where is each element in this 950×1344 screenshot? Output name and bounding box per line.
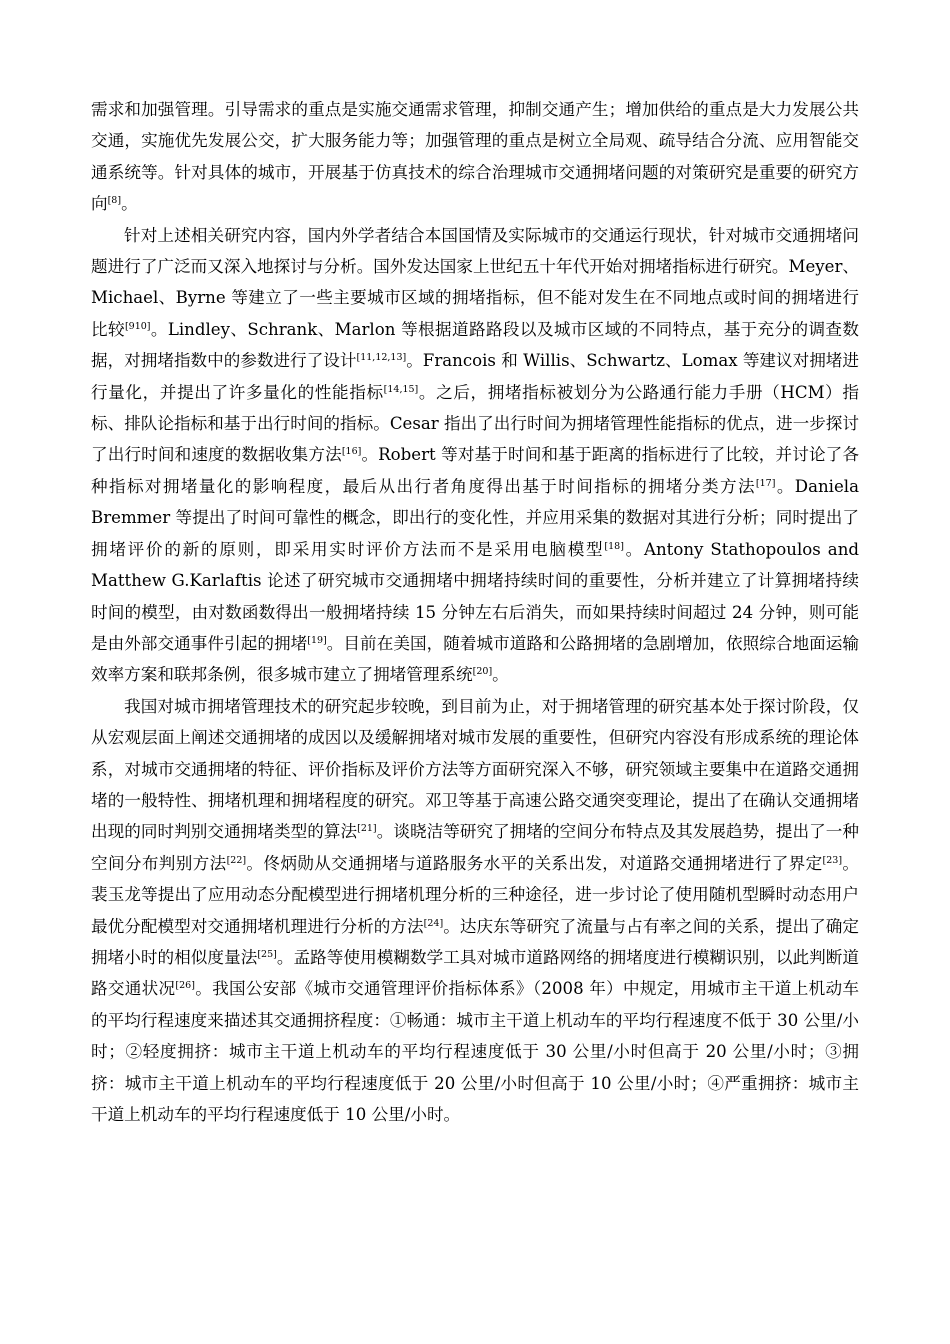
- citation-reference: [14,15]: [383, 383, 419, 395]
- paragraph-text: 。裴玉龙等提出了应用动态分配模型进行拥堵机理分析的三种途径，进一步讨论了使用随机型瞬时动态用户最优分配模型对交通拥堵机理进行分析的方法: [91, 853, 860, 936]
- paragraph: [91, 94, 859, 220]
- paragraph-text: 。孟路等使用模糊数学工具对城市道路网络的拥堵度进行模糊识别，以此判断道路交通状况: [91, 947, 860, 999]
- citation-reference: [18]: [604, 540, 624, 552]
- citation-reference: [17]: [755, 477, 776, 489]
- paragraph-text: 。Lindley、Schrank、Marlon 等根据道路路段以及城市区域的不同特点，基于充分的调查数据，对拥堵指数中的参数进行了设计: [91, 319, 859, 371]
- paragraph-text: 。: [492, 665, 509, 685]
- citation-reference: [16]: [341, 446, 362, 458]
- paragraph-text: 。Francois 和 Willis、Schwartz、Lomax 等建议对拥堵进行量化，并提出了许多量化的性能指标: [91, 351, 859, 402]
- paragraph-text: 。目前在美国，随着城市道路和公路拥堵的急剧增加，依照综合地面运输效率方案和联邦条例，很多城市建立了拥堵管理系统: [91, 633, 860, 685]
- citation-reference: [910]: [124, 320, 151, 332]
- paragraph-text: 。佟炳勋从交通拥堵与道路服务水平的关系出发，对道路交通拥堵进行了界定: [246, 853, 823, 873]
- citation-reference: [26]: [175, 980, 195, 992]
- paragraph-text: 针对上述相关研究内容，国内外学者结合本国国情及实际城市的交通运行现状，针对城市交通拥堵问题进行了广泛而又深入地探讨与分析。国外发达国家上世纪五十年代开始对拥堵指标进行研究。Meyer、Michael、Byrne 等建立了一些主要城市区域的拥堵指标，但不能对发生在不同地点或时间的拥堵进行比较: [91, 225, 859, 339]
- citation-reference: [24]: [423, 917, 444, 929]
- citation-reference: [20]: [472, 666, 493, 678]
- paragraph-text: 。达庆东等研究了流量与占有率之间的关系，提出了确定拥堵小时的相似度量法: [91, 916, 860, 967]
- paragraph-text: 。Antony Stathopoulos and Matthew G.Karlaftis 论述了研究城市交通拥堵中拥堵持续时间的重要性，分析并建立了计算拥堵持续时间的模型，由对数函数得出一般拥堵持续 15 分钟左右后消失，而如果持续时间超过 24 分钟，则可能是由外部交通事件引起的拥堵: [91, 539, 860, 653]
- paragraph: [91, 691, 859, 1131]
- paragraph: [91, 220, 859, 691]
- citation-reference: [25]: [257, 948, 277, 960]
- paragraph-text: 需求和加强管理。引导需求的重点是实施交通需求管理，抑制交通产生；增加供给的重点是大力发展公共交通，实施优先发展公交，扩大服务能力等；加强管理的重点是树立全局观、疏导结合分流、应用智能交通系统等。针对具体的城市，开展基于仿真技术的综合治理城市交通拥堵问题的对策研究是重要的研究方向: [91, 100, 859, 214]
- citation-reference: [8]: [107, 195, 122, 207]
- citation-reference: [21]: [357, 823, 377, 835]
- citation-reference: [19]: [307, 634, 327, 646]
- paragraph-text: 。谈晓洁等研究了拥堵的空间分布特点及其发展趋势，提出了一种空间分布判别方法: [91, 822, 860, 873]
- body-text: [91, 94, 859, 1130]
- citation-reference: [23]: [822, 854, 843, 866]
- paragraph-text: 。之后，拥堵指标被划分为公路通行能力手册（HCM）指标、排队论指标和基于出行时间的指标。Cesar 指出了出行时间为拥堵管理性能指标的优点，进一步探讨了出行时间和速度的数据收集方法: [91, 382, 859, 465]
- paragraph-text: 。: [121, 194, 138, 214]
- citation-reference: [22]: [226, 854, 247, 866]
- paragraph-text: 。Daniela Bremmer 等提出了时间可靠性的概念，即出行的变化性，并应用采集的数据对其进行分析；同时提出了拥堵评价的新的原则，即采用实时评价方法而不是采用电脑模型: [91, 476, 859, 559]
- citation-reference: [11,12,13]: [356, 352, 407, 364]
- paragraph-text: 我国对城市拥堵管理技术的研究起步较晚，到目前为止，对于拥堵管理的研究基本处于探讨阶段，仅从宏观层面上阐述交通拥堵的成因以及缓解拥堵对城市发展的重要性，但研究内容没有形成系统的理论体系，对城市交通拥堵的特征、评价指标及评价方法等方面研究深入不够，研究领域主要集中在道路交通拥堵的一般特性、拥堵机理和拥堵程度的研究。邓卫等基于高速公路交通突变理论，提出了在确认交通拥堵出现的同时判别交通拥堵类型的算法: [91, 696, 859, 842]
- paragraph-text: 。Robert 等对基于时间和基于距离的指标进行了比较，并讨论了各种指标对拥堵量化的影响程度，最后从出行者角度得出基于时间指标的拥堵分类方法: [91, 445, 859, 496]
- paragraph-text: 。我国公安部《城市交通管理评价指标体系》（2008 年）中规定，用城市主干道上机动车的平均行程速度来描述其交通拥挤程度：①畅通：城市主干道上机动车的平均行程速度不低于 30 公里/小时；②轻度拥挤：城市主干道上机动车的平均行程速度低于 30 公里/小时但高于 20 公里/小时；③拥挤：城市主干道上机动车的平均行程速度低于 20 公里/小时但高于 10 公里/小时；④严重拥挤：城市主干道上机动车的平均行程速度低于 10 公里/小时。: [91, 979, 860, 1124]
